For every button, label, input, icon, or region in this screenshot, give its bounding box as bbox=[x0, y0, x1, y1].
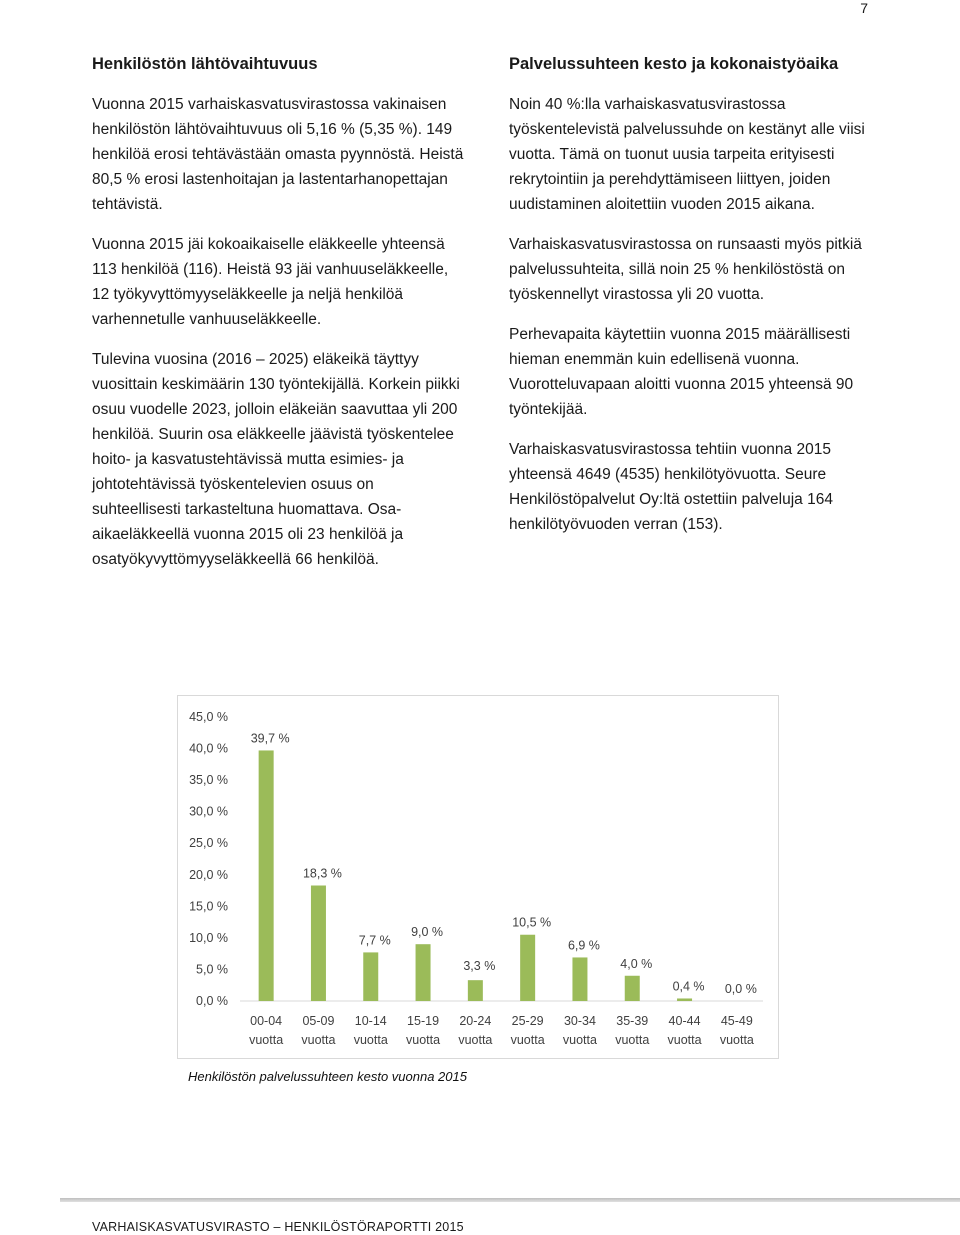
y-tick-label: 45,0 % bbox=[189, 710, 228, 724]
data-label: 0,0 % bbox=[724, 982, 757, 996]
right-column bbox=[509, 52, 881, 552]
page-number: 7 bbox=[860, 0, 868, 16]
x-tick-sublabel: vuotta bbox=[249, 1033, 284, 1047]
service-length-chart bbox=[177, 695, 779, 1059]
y-tick-label: 10,0 % bbox=[189, 930, 228, 945]
y-tick-label: 40,0 % bbox=[189, 741, 228, 756]
y-tick-label: 30,0 % bbox=[189, 804, 228, 819]
bar-chart-svg bbox=[178, 696, 778, 1058]
y-tick-label: 15,0 % bbox=[189, 899, 228, 914]
y-tick-label: 25,0 % bbox=[189, 836, 228, 851]
x-tick-sublabel: vuotta bbox=[458, 1033, 493, 1047]
x-tick-label: 45-49 bbox=[720, 1014, 753, 1028]
data-label: 0,4 % bbox=[672, 979, 705, 994]
footer-text: VARHAISKASVATUSVIRASTO – HENKILÖSTÖRAPORTTI 2015 bbox=[92, 1220, 464, 1234]
bar-20-24 bbox=[468, 980, 483, 1001]
x-tick-sublabel: vuotta bbox=[510, 1033, 545, 1047]
x-tick-label: 20-24 bbox=[459, 1014, 492, 1028]
right-paragraph-2: Varhaiskasvatusvirastossa on runsaasti myös pitkiä palvelussuhteita, sillä noin 25 % henkilöstöstä on työskennellyt virastossa yli 20 vuotta. bbox=[509, 236, 862, 303]
data-label: 18,3 % bbox=[302, 866, 342, 881]
y-tick-label: 20,0 % bbox=[189, 867, 228, 882]
left-paragraph-2: Vuonna 2015 jäi kokoaikaiselle eläkkeelle yhteensä 113 henkilöä (116). Heistä 93 jäi vanhuuseläkkeelle, 12 työkyvyttömyyseläkkeelle ja neljä henkilöä varhennetulle vanhuuseläkkeelle. bbox=[92, 236, 449, 328]
bar-15-19 bbox=[416, 944, 431, 1001]
y-tick-label: 35,0 % bbox=[189, 773, 228, 788]
y-tick-label: 0,0 % bbox=[196, 994, 228, 1008]
right-paragraph-3: Perhevapaita käytettiin vuonna 2015 määrällisesti hieman enemmän kuin edellisenä vuonna. Vuorotteluvapaan aloitti vuonna 2015 yhteensä 90 työntekijää. bbox=[509, 326, 854, 418]
x-tick-sublabel: vuotta bbox=[353, 1033, 388, 1047]
data-label: 3,3 % bbox=[463, 959, 496, 974]
y-tick-label: 5,0 % bbox=[196, 962, 228, 977]
left-heading: Henkilöstön lähtövaihtuvuus bbox=[92, 55, 318, 73]
x-tick-label: 40-44 bbox=[668, 1014, 701, 1028]
x-tick-sublabel: vuotta bbox=[719, 1033, 754, 1047]
x-tick-sublabel: vuotta bbox=[406, 1033, 441, 1047]
chart-caption: Henkilöstön palvelussuhteen kesto vuonna 2015 bbox=[188, 1069, 467, 1084]
right-paragraph-1: Noin 40 %:lla varhaiskasvatusvirastossa työskentelevistä palvelussuhde on kestänyt alle viisi vuotta. Tämä on tuonut uusia tarpeita erityisesti rekrytointiin ja perehdyttämiseen liittyen, joiden uudistaminen aloitettiin vuoden 2015 aikana. bbox=[509, 96, 865, 213]
x-tick-label: 10-14 bbox=[354, 1014, 387, 1028]
left-column bbox=[92, 52, 464, 587]
bar-30-34 bbox=[572, 957, 587, 1001]
data-label: 6,9 % bbox=[567, 938, 600, 953]
bar-35-39 bbox=[625, 976, 640, 1001]
data-label: 4,0 % bbox=[620, 956, 653, 971]
x-tick-sublabel: vuotta bbox=[667, 1033, 702, 1047]
left-paragraph-1: Vuonna 2015 varhaiskasvatusvirastossa vakinaisen henkilöstön lähtövaihtuvuus oli 5,16 % (5,35 %). 149 henkilöä erosi tehtävästään omasta pyynnöstä. Heistä 80,5 % erosi lastenhoitajan ja lastentarhanopettajan tehtävistä. bbox=[92, 96, 464, 213]
x-tick-sublabel: vuotta bbox=[615, 1033, 650, 1047]
bar-10-14 bbox=[363, 952, 378, 1001]
data-label: 10,5 % bbox=[512, 915, 552, 930]
right-paragraph-4: Varhaiskasvatusvirastossa tehtiin vuonna 2015 yhteensä 4649 (4535) henkilötyövuotta. Seure Henkilöstöpalvelut Oy:ltä ostettiin palveluja 164 henkilötyövuoden verran (153). bbox=[509, 441, 833, 533]
x-tick-label: 05-09 bbox=[302, 1014, 335, 1028]
x-tick-label: 25-29 bbox=[511, 1014, 544, 1028]
x-tick-label: 35-39 bbox=[616, 1014, 649, 1028]
data-label: 39,7 % bbox=[250, 731, 290, 746]
x-tick-sublabel: vuotta bbox=[301, 1033, 336, 1047]
x-tick-sublabel: vuotta bbox=[562, 1033, 597, 1047]
data-label: 9,0 % bbox=[411, 925, 444, 940]
bar-05-09 bbox=[311, 886, 326, 1001]
left-paragraph-3: Tulevina vuosina (2016 – 2025) eläkeikä täyttyy vuosittain keskimäärin 130 työntekijällä. Korkein piikki osuu vuodelle 2023, jolloin eläkeiän saavuttaa yli 200 henkilöä. Suurin osa eläkkeelle jäävistä työskentelee hoito- ja kasvatustehtävissä mutta esimies- ja johtotehtävissä työskentelevien osuus on suhteellisesti tarkasteltuna huomattava. Osa-aikaeläkkeellä vuonna 2015 oli 23 henkilöä ja osatyökyvyttömyyseläkkeellä 66 henkilöä. bbox=[92, 351, 460, 568]
bar-25-29 bbox=[520, 935, 535, 1001]
x-tick-label: 30-34 bbox=[563, 1014, 596, 1028]
footer-divider bbox=[60, 1198, 960, 1202]
bar-40-44 bbox=[677, 998, 692, 1001]
data-label: 7,7 % bbox=[358, 933, 391, 948]
right-heading: Palvelussuhteen kesto ja kokonaistyöaika bbox=[509, 55, 839, 73]
x-tick-label: 15-19 bbox=[407, 1014, 440, 1028]
bar-00-04 bbox=[259, 750, 274, 1001]
x-tick-label: 00-04 bbox=[250, 1014, 283, 1028]
